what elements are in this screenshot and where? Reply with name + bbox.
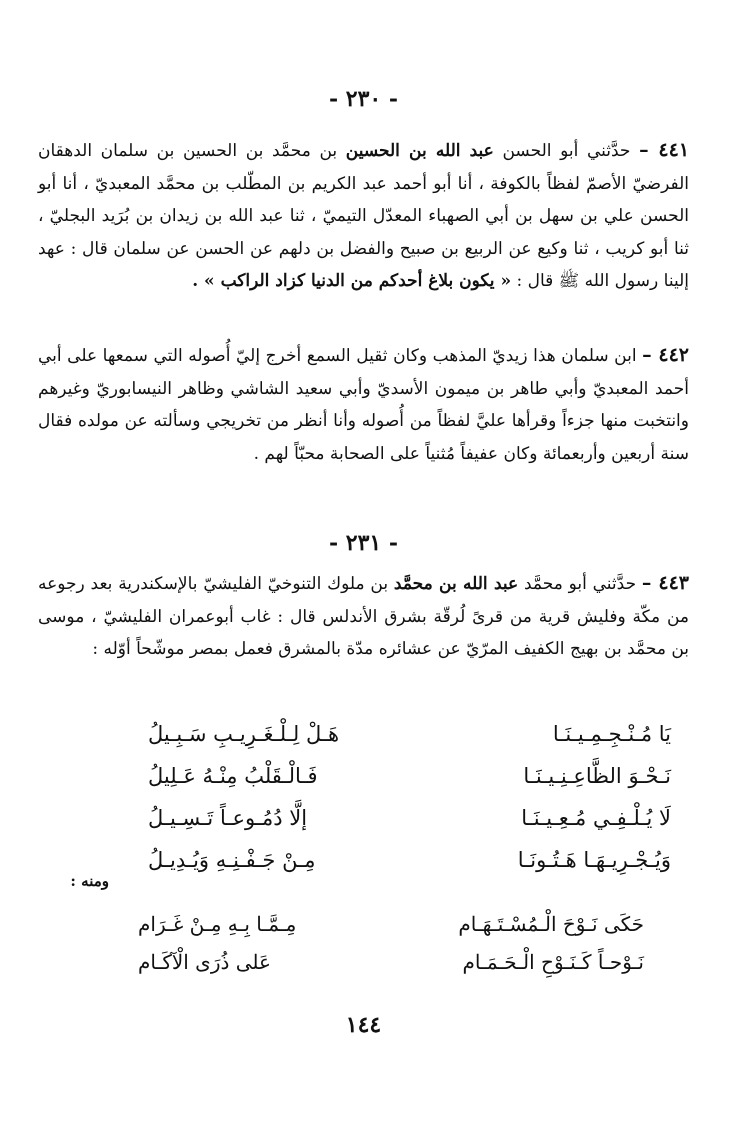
section-heading: - ٢٣٠ - <box>328 86 399 112</box>
poem-line <box>38 912 689 950</box>
entry-opening: حدَّثني أبو محمَّد <box>523 574 637 594</box>
poem-line <box>38 764 689 806</box>
entry-number: ٤٤١ – <box>639 139 690 161</box>
document-page <box>38 0 689 1125</box>
entry-paragraph <box>38 567 689 666</box>
hadith-quote: « يكون بلاغ أحدكم من الدنيا كزاد الراكب » . <box>192 271 512 292</box>
poem-line <box>38 806 689 848</box>
poem-line <box>38 950 689 988</box>
entry-number: ٤٤٣ – <box>641 572 689 594</box>
second-hemistich: مِـمَّـا بِـهِ مِـنْ غَـرَام <box>138 912 297 936</box>
second-hemistich: مِـنْ جَـفْـنِـهِ وَيُـدِيـلُ <box>148 848 316 872</box>
narrator-name: عبد الله بن الحسين <box>345 141 494 161</box>
first-hemistich: نَـوْحـاً كَـنَـوْحِ الْـحَـمَـام <box>462 950 644 974</box>
minhu-label: ومنه : <box>70 872 109 890</box>
second-hemistich: عَلى ذُرَى الْآكَـام <box>138 950 271 974</box>
entry-opening: حدَّثني أبو الحسن <box>502 141 631 161</box>
entry-number: ٤٤٢ – <box>642 344 689 366</box>
entry-paragraph <box>38 134 689 298</box>
second-hemistich: فَـالْـقَلْبُ مِنْـهُ عَـلِيلُ <box>148 764 318 788</box>
poem-line <box>38 848 689 890</box>
first-hemistich: يَا مُـنْـجِـمِـيـنَـا <box>552 722 671 746</box>
second-hemistich: هَـلْ لِـلْـغَـرِيـبِ سَـبِـيلُ <box>148 722 340 746</box>
entry-paragraph <box>38 339 689 470</box>
narrator-name: عبد الله بن محمَّد <box>393 574 519 594</box>
second-hemistich: إلَّا دُمُـوعـاً تَـسِـيـلُ <box>148 806 308 830</box>
first-hemistich: نَـحْـوَ الظَّاعِـنِـيـنَـا <box>523 764 671 788</box>
first-hemistich: وَيُـجْـرِيـهَـا هَـتُـونَـا <box>517 848 671 872</box>
entry-text: ابن سلمان هذا زيديّ المذهب وكان ثقيل السمع أخرج إليّ أُصوله التي سمعها على أبي أحمد المعبديّ وأبي طاهر بن ميمون الأسديّ وأبي سعيد الشاشي وظاهر النيسابوريّ وغيرهم وانتخبت منها جزءاً وقرأها عليَّ لفظاً من أُصوله وأنا أنظر من تخريجي وسألته عن مولده فقال سنة أربعين وأربعمائة وكان عفيفاً مُثنياً على الصحابة محبّاً لهم . <box>38 346 689 464</box>
section-heading: - ٢٣١ - <box>328 530 399 556</box>
poem <box>38 722 689 890</box>
first-hemistich: لَا يُـلْـفِـي مُـعِـيـنَـا <box>521 806 671 830</box>
poem-line <box>38 722 689 764</box>
page-number: ١٤٤ <box>345 1012 382 1038</box>
first-hemistich: حَكَى نَـوْحَ الْـمُسْـتَـهَـام <box>458 912 644 936</box>
entry-text: بن محمَّد بن الحسين بن سلمان الدهقان الفرضيّ الأصمّ لفظاً بالكوفة ، أنا أبو أحمد عبد الكريم بن المطّلب بن محمَّد المعبديّ ، أنا أبو الحسن علي بن سهل بن أبي الصهباء المعدّل التيميّ ، ثنا عبد الله بن زيدان بن بُرَيد البجليّ ، ثنا أبو كريب ، ثنا وكيع عن الربيع بن صبيح والفضل بن دلهم عن الحسن عن سلمان قال : عهد إلينا رسول الله ﷺ قال : <box>38 141 689 292</box>
entry-text: بن ملوك التنوخيّ الفليشيّ بالإسكندرية بعد رجوعه من مكّة وفليش قرية من قرىً لُرقّة بشرق الأندلس قال : غاب أبوعمران الفليشيّ ، موسى بن محمَّد بن بهيج الكفيف المرّيّ عن عشائره مدّة بالمشرق فعمل بمصر موشّحاً أوّله : <box>38 574 689 660</box>
poem <box>38 912 689 988</box>
